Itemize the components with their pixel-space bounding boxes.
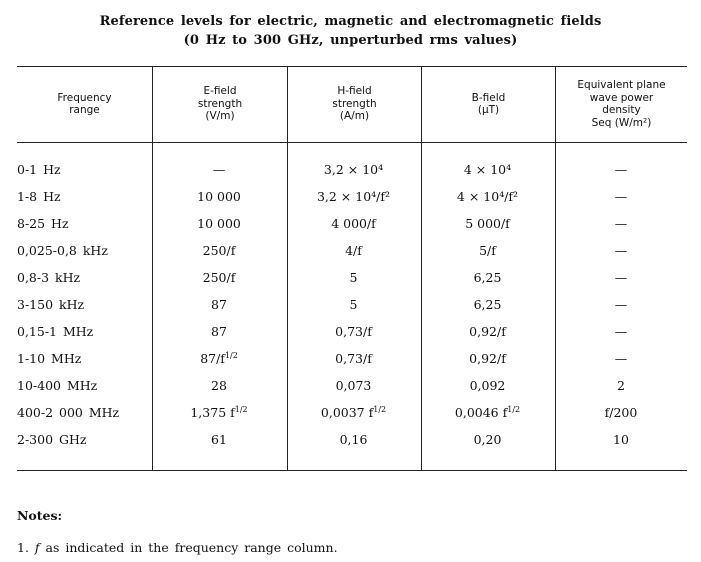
table-cell: 87: [211, 297, 227, 312]
table-cell: 10: [613, 432, 629, 447]
table-cell: —: [614, 297, 628, 312]
column-header-line: B-field: [471, 91, 506, 104]
column-header-line: (µT): [477, 104, 500, 116]
column-header-line: density: [602, 104, 641, 116]
table-cell: 0,073: [335, 378, 372, 393]
frequency-range-cell: 400-2 000 MHz: [17, 405, 120, 420]
table-cell: —: [614, 270, 628, 285]
column-header-line: range: [69, 104, 100, 116]
frequency-range-cell: 10-400 MHz: [17, 378, 98, 393]
table-cell: —: [212, 162, 226, 177]
column-header: [422, 66, 555, 142]
table-row: [17, 295, 687, 315]
table-cell: —: [614, 189, 628, 204]
table-cell: 0,16: [339, 432, 368, 447]
note-item: 1. f as indicated in the frequency range column.: [17, 540, 338, 555]
column-header: [17, 66, 152, 142]
table-row: [17, 187, 687, 207]
table-cell: 5 000/f: [465, 216, 510, 231]
column-header-line: wave power: [589, 91, 654, 104]
table-row: [17, 376, 687, 396]
table-cell: 2: [617, 378, 625, 393]
column-header-line: (A/m): [339, 110, 370, 123]
table-row: [17, 214, 687, 234]
table-cell: —: [614, 243, 628, 258]
table-cell: 0,20: [473, 432, 502, 447]
frequency-range-cell: 0-1 Hz: [17, 162, 61, 177]
table-cell: f/200: [604, 405, 638, 420]
column-header-line: Seq (W/m²): [591, 116, 652, 129]
table-cell: —: [614, 216, 628, 231]
table-cell: 4 000/f: [331, 216, 376, 231]
table-cell: 0,0037 $f^{1/2}$: [320, 405, 387, 420]
table-cell: 0,73/f: [335, 351, 372, 366]
table-cell: 4 × 10⁴/f²: [456, 189, 519, 204]
table-row: [17, 268, 687, 288]
table-cell: —: [614, 324, 628, 339]
frequency-range-cell: 0,8-3 kHz: [17, 270, 81, 285]
table-bottom-rule: [17, 470, 687, 471]
table-subtitle: (0 Hz to 300 GHz, unperturbed rms values): [183, 33, 518, 48]
table-cell: 5: [349, 297, 358, 312]
table-cell: $87/f^{1/2}$: [200, 351, 238, 366]
column-header-line: (V/m): [205, 110, 235, 123]
table-cell: 5/f: [479, 243, 496, 258]
table-cell: 10 000: [197, 189, 241, 204]
table-cell: 6,25: [473, 270, 502, 285]
table-cell: 0,092: [469, 378, 506, 393]
frequency-range-cell: 1-8 Hz: [17, 189, 61, 204]
table-cell: 0,92/f: [469, 324, 506, 339]
table-row: [17, 160, 687, 180]
table-row: [17, 349, 687, 369]
column-header-line: strength: [197, 97, 243, 110]
table-cell: 0,0046 $f^{1/2}$: [454, 405, 521, 420]
frequency-range-cell: 3-150 kHz: [17, 297, 85, 312]
table-cell: 250/f: [202, 243, 236, 258]
column-header-line: Frequency: [57, 91, 112, 104]
table-row: [17, 241, 687, 261]
notes-title: Notes:: [17, 508, 63, 523]
table-header-rule: [17, 142, 687, 143]
table-cell: 0,92/f: [469, 351, 506, 366]
column-header-line: H-field: [337, 85, 372, 98]
table-cell: —: [614, 162, 628, 177]
table-cell: 6,25: [473, 297, 502, 312]
table-cell: 3,2 × 10⁴/f²: [316, 189, 391, 204]
table-cell: 4/f: [345, 243, 362, 258]
frequency-range-cell: 8-25 Hz: [17, 216, 69, 231]
table-cell: 61: [211, 432, 227, 447]
table-cell: 1,375 $f^{1/2}$: [190, 405, 248, 420]
column-header-line: strength: [332, 97, 377, 110]
table-cell: 0,73/f: [335, 324, 372, 339]
table-cell: —: [614, 351, 628, 366]
column-header: [288, 66, 421, 142]
column-header: [556, 66, 687, 142]
table-cell: 87: [211, 324, 227, 339]
frequency-range-cell: 0,025-0,8 kHz: [17, 243, 108, 258]
table-cell: 4 × 10⁴: [463, 162, 512, 177]
column-header: [153, 66, 287, 142]
table-cell: 28: [211, 378, 227, 393]
frequency-range-cell: 0,15-1 MHz: [17, 324, 94, 339]
table-cell: 5: [349, 270, 358, 285]
table-row: [17, 430, 687, 450]
frequency-range-cell: 1-10 MHz: [17, 351, 82, 366]
column-header-line: E-field: [203, 85, 237, 98]
table-cell: 3,2 × 10⁴: [323, 162, 384, 177]
frequency-range-cell: 2-300 GHz: [17, 432, 87, 447]
table-title: Reference levels for electric, magnetic and electromagnetic fields: [99, 14, 602, 29]
table-row: [17, 403, 687, 423]
table-row: [17, 322, 687, 342]
table-cell: 250/f: [202, 270, 236, 285]
table-cell: 10 000: [197, 216, 241, 231]
column-header-line: Equivalent plane: [577, 79, 666, 91]
